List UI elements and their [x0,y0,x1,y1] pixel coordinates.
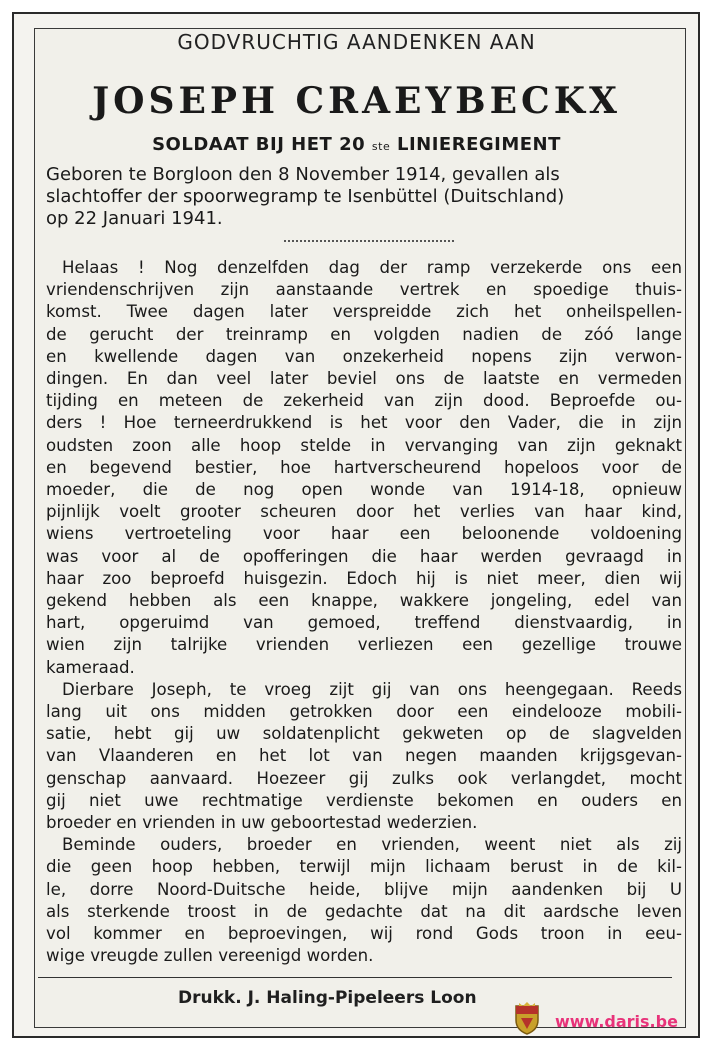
eulogy-line: komst. Twee dagen later verspreidde zich het onheilspellen- [46,302,682,322]
eulogy-line: was voor al de opofferingen die haar werden gevraagd in [46,546,682,566]
subtitle-post: LINIEREGIMENT [397,134,561,155]
eulogy-line: hart, opgeruimd van gemoed, treffend dienstvaardig, in [46,613,682,633]
eulogy-line: de gerucht der treinramp en volgden nadien de zóó lange [46,324,682,344]
eulogy-line: van Vlaanderen en het lot van negen maanden krijgsgevan- [46,746,682,766]
printer-credit: Drukk. J. Haling-Pipeleers Loon [178,988,477,1008]
eulogy-line: gekend hebben als een knappe, wakkere jongeling, edel van [46,591,682,611]
eulogy-line: broeder en vrienden in uw geboortestad wederzien. [46,813,478,833]
deceased-name [0,80,713,122]
eulogy-line: Helaas ! Nog denzelfden dag der ramp verzekerde ons een [62,258,682,277]
website-link[interactable]: www.daris.be [555,1012,678,1031]
subtitle-pre: SOLDAAT BIJ HET 20 [152,134,366,155]
eulogy-line: genschap aanvaard. Hoezeer gij zulks ook verlangdet, mocht [46,768,682,788]
eulogy-line: als sterkende troost in de gedachte dat na dit aardsche leven [46,901,682,921]
footer-rule [38,977,672,978]
eulogy-line: Dierbare Joseph, te vroeg zijt gij van ons heengegaan. Reeds [62,679,682,699]
eulogy-line: wien zijn talrijke vrienden verliezen een gezellige trouwe [46,635,682,655]
eulogy-line: lang uit ons midden getrokken door een eindelooze mobili- [46,702,682,722]
birth-death-details [46,164,682,230]
eulogy-line: ders ! Hoe terneerdrukkend is het voor den Vader, die in zijn [46,413,682,433]
eulogy-line: vriendenschrijven zijn aanstaande vertrek en spoedige thuis- [46,280,682,300]
coat-of-arms-icon [513,1002,541,1036]
eulogy-line: dingen. En dan veel later beviel ons de laatste en vermeden [46,369,682,389]
eulogy-line: die geen hoop hebben, terwijl mijn lichaam berust in de kil- [46,857,682,877]
rank-subtitle [0,134,713,155]
eulogy-text [46,257,682,968]
eulogy-line: oudsten zoon alle hoop stelde in vervanging van zijn geknakt [46,435,682,455]
birth-line: Geboren te Borgloon den 8 November 1914, gevallen als [46,164,560,185]
eulogy-line: pijnlijk voelt grooter scheuren door het verlies van haar kind, [46,502,682,522]
eulogy-line: wiens vertroeteling voor haar een beloonende voldoening [46,524,682,544]
eulogy-line: gij niet uwe rechtmatige verdienste bekomen en ouders en [46,790,682,810]
eulogy-line: haar zoo beproefd huisgezin. Edoch hij is niet meer, dien wij [46,568,682,588]
eulogy-line: satie, hebt gij uw soldatenplicht gekweten op de slagvelden [46,724,682,744]
birth-line: slachtoffer der spoorwegramp te Isenbüttel (Duitschland) [46,186,565,207]
eulogy-line: kameraad. [46,657,135,677]
eulogy-line: en begevend bestier, hoe hartverscheurend hopeloos voor de [46,457,682,477]
eulogy-line: en kwellende dagen van onzekerheid nopens zijn verwon- [46,346,682,366]
eulogy-line: wige vreugde zullen vereenigd worden. [46,946,374,966]
eulogy-line: vol kommer en beproevingen, wij rond Gods troon in eeu- [46,924,682,944]
last-name: CRAEYBECKX [295,80,621,122]
eulogy-line: Beminde ouders, broeder en vrienden, weent niet als zij [62,835,682,855]
first-name: JOSEPH [92,80,279,122]
birth-line: op 22 Januari 1941. [46,208,223,229]
eulogy-line: moeder, die de nog open wonde van 1914-18, opnieuw [46,480,682,500]
subtitle-sup: ste [371,140,391,153]
dotted-separator [284,240,454,242]
eulogy-line: tijding en meteen de zekerheid van zijn dood. Beproefde ou- [46,391,682,411]
dedication-heading: GODVRUCHTIG AANDENKEN AAN [177,30,536,54]
eulogy-line: le, dorre Noord-Duitsche heide, blijve mijn aandenken bij U [46,879,682,899]
